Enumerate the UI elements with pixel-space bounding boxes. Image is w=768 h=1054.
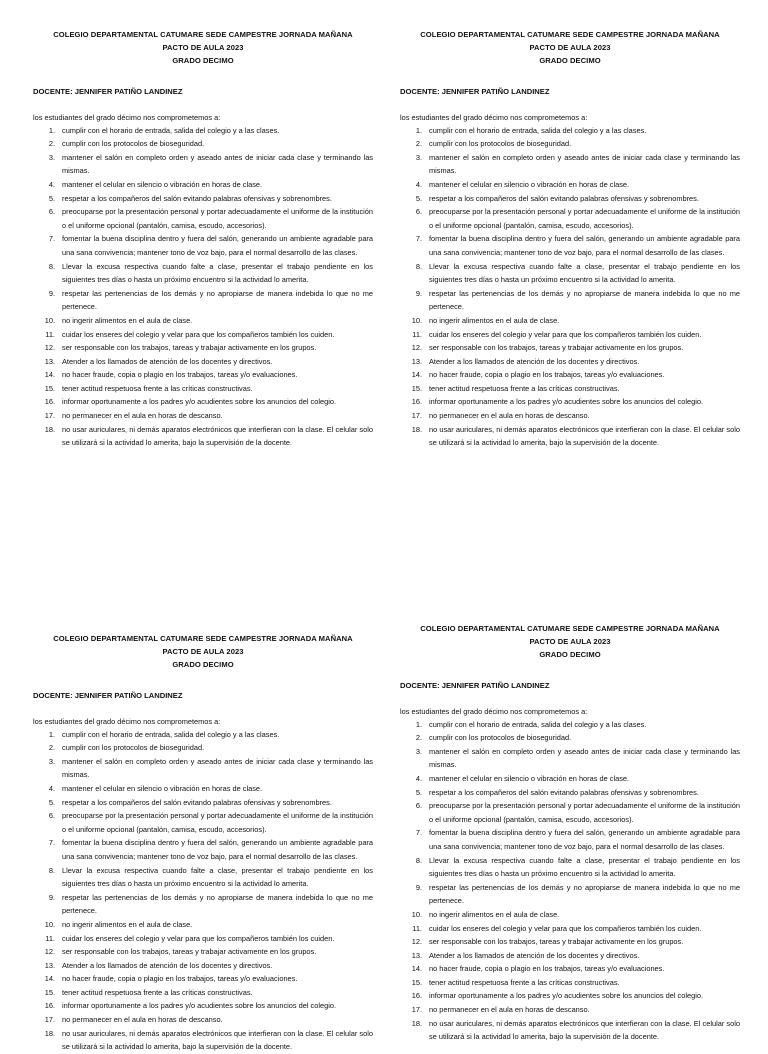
rule-item bbox=[33, 287, 373, 314]
pact-title: PACTO DE AULA 2023 bbox=[529, 637, 611, 647]
rule-number: 12. bbox=[411, 937, 422, 947]
rule-text: respetar a los compañeros del salón evitando palabras ofensivas y sobrenombres. bbox=[429, 193, 699, 203]
rule-number: 10. bbox=[411, 909, 422, 919]
rule-number: 13. bbox=[44, 356, 55, 366]
rule-number: 1. bbox=[48, 729, 55, 739]
rule-text: cuidar los enseres del colegio y velar para que los compañeros también los cuiden. bbox=[429, 923, 702, 933]
rule-number: 4. bbox=[48, 783, 55, 793]
rule-item bbox=[33, 382, 373, 396]
rule-item bbox=[400, 854, 740, 881]
rule-number: 13. bbox=[44, 960, 55, 970]
rule-item bbox=[33, 864, 373, 891]
rule-number: 4. bbox=[415, 179, 422, 189]
rule-item bbox=[400, 1003, 740, 1017]
rule-text: cumplir con el horario de entrada, salida del colegio y a las clases. bbox=[62, 729, 280, 739]
rule-item bbox=[400, 314, 740, 328]
rule-number: 4. bbox=[48, 179, 55, 189]
rule-item bbox=[400, 409, 740, 423]
rule-number: 10. bbox=[411, 315, 422, 325]
rule-item bbox=[33, 368, 373, 382]
rule-number: 16. bbox=[44, 397, 55, 407]
pact-copy-bottom-right bbox=[400, 622, 740, 1044]
rule-item bbox=[400, 137, 740, 151]
rule-number: 3. bbox=[48, 152, 55, 162]
rule-number: 5. bbox=[415, 787, 422, 797]
rule-item bbox=[400, 124, 740, 138]
rule-text: cuidar los enseres del colegio y velar para que los compañeros también los cuiden. bbox=[429, 329, 702, 339]
rule-text: preocuparse por la presentación personal y portar adecuadamente el uniforme de la institución o el uniforme opcional (pantalón, camisa, escudo, accesorios). bbox=[62, 207, 373, 230]
rule-text: cumplir con los protocolos de bioseguridad. bbox=[62, 743, 205, 753]
rule-item bbox=[400, 368, 740, 382]
rule-number: 12. bbox=[44, 947, 55, 957]
rule-item bbox=[33, 151, 373, 178]
intro-text: los estudiantes del grado décimo nos comprometemos a: bbox=[33, 716, 221, 726]
rule-number: 1. bbox=[48, 125, 55, 135]
rule-text: cumplir con los protocolos de bioseguridad. bbox=[429, 733, 572, 743]
rule-number: 10. bbox=[44, 315, 55, 325]
grade-label: GRADO DECIMO bbox=[172, 660, 234, 670]
rule-text: informar oportunamente a los padres y/o acudientes sobre los anuncios del colegio. bbox=[429, 397, 704, 407]
rule-number: 6. bbox=[48, 811, 55, 821]
rule-item bbox=[33, 328, 373, 342]
rule-number: 2. bbox=[415, 733, 422, 743]
rule-text: preocuparse por la presentación personal y portar adecuadamente el uniforme de la institución o el uniforme opcional (pantalón, camisa, escudo, accesorios). bbox=[429, 207, 740, 230]
rule-text: Atender a los llamados de atención de los docentes y directivos. bbox=[429, 356, 640, 366]
rule-item bbox=[33, 986, 373, 1000]
rule-item bbox=[400, 192, 740, 206]
rule-item bbox=[400, 772, 740, 786]
intro-text: los estudiantes del grado décimo nos comprometemos a: bbox=[400, 706, 588, 716]
pact-copy-top-right bbox=[400, 28, 740, 450]
rule-number: 3. bbox=[415, 746, 422, 756]
rule-number: 6. bbox=[415, 207, 422, 217]
rule-text: Llevar la excusa respectiva cuando falte a clase, presentar el trabajo pendiente en los siguientes tres días o hasta un próximo encuentro si la actividad lo amerita. bbox=[62, 261, 373, 285]
rule-text: no usar auriculares, ni demás aparatos electrónicos que interfieran con la clase. El celular solo se utilizará si la actividad lo amerita, bajo la supervisión de la docente. bbox=[62, 1028, 373, 1052]
rule-item bbox=[33, 796, 373, 810]
rule-text: Llevar la excusa respectiva cuando falte a clase, presentar el trabajo pendiente en los siguientes tres días o hasta un próximo encuentro si la actividad lo amerita. bbox=[429, 855, 740, 879]
rule-number: 7. bbox=[415, 828, 422, 838]
rule-item bbox=[33, 782, 373, 796]
rule-number: 2. bbox=[48, 743, 55, 753]
rule-number: 10. bbox=[44, 919, 55, 929]
rule-text: cumplir con el horario de entrada, salida del colegio y a las clases. bbox=[62, 125, 280, 135]
rule-number: 11. bbox=[45, 329, 55, 339]
rule-item bbox=[400, 908, 740, 922]
rule-text: no hacer fraude, copia o plagio en los trabajos, tareas y/o evaluaciones. bbox=[429, 964, 665, 974]
rule-text: ser responsable con los trabajos, tareas y trabajar activamente en los grupos. bbox=[429, 343, 684, 353]
rule-item bbox=[33, 124, 373, 138]
rule-item bbox=[33, 192, 373, 206]
rule-number: 16. bbox=[411, 397, 422, 407]
rule-item bbox=[400, 328, 740, 342]
rule-number: 13. bbox=[411, 950, 422, 960]
rule-number: 1. bbox=[415, 719, 422, 729]
rule-text: tener actitud respetuosa frente a las críticas constructivas. bbox=[429, 977, 620, 987]
rule-text: respetar a los compañeros del salón evitando palabras ofensivas y sobrenombres. bbox=[62, 797, 332, 807]
rule-number: 5. bbox=[48, 193, 55, 203]
grade-label: GRADO DECIMO bbox=[539, 56, 601, 66]
school-name: COLEGIO DEPARTAMENTAL CATUMARE SEDE CAMPESTRE JORNADA MAÑANA bbox=[420, 30, 720, 39]
rule-text: informar oportunamente a los padres y/o acudientes sobre los anuncios del colegio. bbox=[429, 991, 704, 1001]
rule-number: 12. bbox=[411, 343, 422, 353]
pact-title: PACTO DE AULA 2023 bbox=[529, 43, 611, 53]
rule-item bbox=[400, 881, 740, 908]
rule-item bbox=[33, 341, 373, 355]
rule-number: 8. bbox=[415, 855, 422, 865]
rule-item bbox=[400, 232, 740, 259]
rule-text: respetar las pertenencias de los demás y no apropiarse de manera indebida lo que no me pertenece. bbox=[62, 288, 373, 312]
rule-text: tener actitud respetuosa frente a las críticas constructivas. bbox=[62, 383, 253, 393]
rule-item bbox=[33, 232, 373, 259]
rule-text: fomentar la buena disciplina dentro y fuera del salón, generando un ambiente agradable para una sana convivencia; mantener tono de voz bajo, para el normal desarrollo de las clases. bbox=[429, 828, 740, 851]
rule-text: mantener el salón en completo orden y aseado antes de iniciar cada clase y terminando las mismas. bbox=[62, 152, 373, 176]
rule-text: respetar las pertenencias de los demás y no apropiarse de manera indebida lo que no me pertenece. bbox=[62, 892, 373, 916]
rule-text: respetar a los compañeros del salón evitando palabras ofensivas y sobrenombres. bbox=[429, 787, 699, 797]
rule-text: no permanecer en el aula en horas de descanso. bbox=[429, 1005, 590, 1015]
rule-number: 5. bbox=[415, 193, 422, 203]
rule-number: 16. bbox=[411, 991, 422, 1001]
rule-item bbox=[400, 826, 740, 853]
rule-text: ser responsable con los trabajos, tareas y trabajar activamente en los grupos. bbox=[62, 343, 317, 353]
rule-item bbox=[400, 718, 740, 732]
teacher-name: DOCENTE: JENNIFER PATIÑO LANDINEZ bbox=[400, 680, 550, 690]
rule-text: no hacer fraude, copia o plagio en los trabajos, tareas y/o evaluaciones. bbox=[62, 974, 298, 984]
rule-text: no permanecer en el aula en horas de descanso. bbox=[62, 1015, 223, 1025]
rule-item bbox=[33, 409, 373, 423]
rule-item bbox=[400, 799, 740, 826]
rule-item bbox=[400, 922, 740, 936]
rule-number: 15. bbox=[44, 987, 55, 997]
rule-text: respetar las pertenencias de los demás y no apropiarse de manera indebida lo que no me pertenece. bbox=[429, 288, 740, 312]
rule-item bbox=[33, 137, 373, 151]
intro-text: los estudiantes del grado décimo nos comprometemos a: bbox=[33, 112, 221, 122]
document-header bbox=[400, 28, 740, 68]
pact-title: PACTO DE AULA 2023 bbox=[162, 43, 244, 53]
rule-text: mantener el celular en silencio o vibración en horas de clase. bbox=[62, 783, 263, 793]
rule-text: no ingerir alimentos en el aula de clase. bbox=[429, 909, 560, 919]
rule-number: 7. bbox=[48, 234, 55, 244]
rule-text: respetar las pertenencias de los demás y no apropiarse de manera indebida lo que no me pertenece. bbox=[429, 882, 740, 906]
rule-item bbox=[400, 1017, 740, 1044]
rule-number: 11. bbox=[412, 923, 422, 933]
rule-text: tener actitud respetuosa frente a las críticas constructivas. bbox=[62, 987, 253, 997]
rule-text: mantener el celular en silencio o vibración en horas de clase. bbox=[429, 179, 630, 189]
rule-number: 15. bbox=[411, 383, 422, 393]
rule-item bbox=[33, 999, 373, 1013]
rule-item bbox=[400, 178, 740, 192]
rule-number: 15. bbox=[411, 977, 422, 987]
rule-number: 5. bbox=[48, 797, 55, 807]
rule-item bbox=[33, 395, 373, 409]
document-header bbox=[33, 632, 373, 672]
teacher-name: DOCENTE: JENNIFER PATIÑO LANDINEZ bbox=[33, 690, 183, 700]
rule-text: mantener el celular en silencio o vibración en horas de clase. bbox=[62, 179, 263, 189]
rule-item bbox=[33, 178, 373, 192]
rule-text: Atender a los llamados de atención de los docentes y directivos. bbox=[62, 960, 273, 970]
rule-item bbox=[33, 741, 373, 755]
rule-item bbox=[33, 836, 373, 863]
rule-number: 3. bbox=[415, 152, 422, 162]
rule-item bbox=[400, 745, 740, 772]
rule-number: 17. bbox=[44, 1015, 55, 1025]
rule-item bbox=[400, 731, 740, 745]
rule-item bbox=[33, 260, 373, 287]
rule-item bbox=[400, 786, 740, 800]
rule-text: Llevar la excusa respectiva cuando falte a clase, presentar el trabajo pendiente en los siguientes tres días o hasta un próximo encuentro si la actividad lo amerita. bbox=[429, 261, 740, 285]
rule-number: 8. bbox=[48, 865, 55, 875]
rule-text: no usar auriculares, ni demás aparatos electrónicos que interfieran con la clase. El celular solo se utilizará si la actividad lo amerita, bajo la supervisión de la docente. bbox=[429, 424, 740, 448]
rule-number: 4. bbox=[415, 773, 422, 783]
rule-item bbox=[33, 423, 373, 450]
rule-number: 2. bbox=[415, 139, 422, 149]
rule-text: mantener el salón en completo orden y aseado antes de iniciar cada clase y terminando las mismas. bbox=[62, 756, 373, 780]
rule-number: 8. bbox=[48, 261, 55, 271]
rule-number: 7. bbox=[415, 234, 422, 244]
rule-number: 7. bbox=[48, 838, 55, 848]
rule-item bbox=[33, 945, 373, 959]
rule-number: 6. bbox=[415, 801, 422, 811]
rule-text: no ingerir alimentos en el aula de clase. bbox=[62, 315, 193, 325]
rule-item bbox=[400, 287, 740, 314]
rule-item bbox=[33, 891, 373, 918]
rule-item bbox=[400, 341, 740, 355]
rule-item bbox=[33, 1027, 373, 1054]
rule-text: ser responsable con los trabajos, tareas y trabajar activamente en los grupos. bbox=[429, 937, 684, 947]
rule-number: 16. bbox=[44, 1001, 55, 1011]
rule-number: 15. bbox=[44, 383, 55, 393]
rule-number: 18. bbox=[44, 424, 55, 434]
rule-text: mantener el celular en silencio o vibración en horas de clase. bbox=[429, 773, 630, 783]
rule-item bbox=[33, 355, 373, 369]
rule-item bbox=[33, 205, 373, 232]
rule-text: preocuparse por la presentación personal y portar adecuadamente el uniforme de la institución o el uniforme opcional (pantalón, camisa, escudo, accesorios). bbox=[62, 811, 373, 834]
rule-text: no ingerir alimentos en el aula de clase. bbox=[429, 315, 560, 325]
rule-item bbox=[400, 355, 740, 369]
rule-text: Atender a los llamados de atención de los docentes y directivos. bbox=[62, 356, 273, 366]
rule-item bbox=[33, 755, 373, 782]
rule-number: 14. bbox=[411, 964, 422, 974]
rule-number: 1. bbox=[415, 125, 422, 135]
rule-item bbox=[33, 1013, 373, 1027]
rule-item bbox=[400, 395, 740, 409]
rules-list bbox=[33, 124, 373, 450]
rule-text: ser responsable con los trabajos, tareas y trabajar activamente en los grupos. bbox=[62, 947, 317, 957]
rule-text: no hacer fraude, copia o plagio en los trabajos, tareas y/o evaluaciones. bbox=[429, 370, 665, 380]
rule-number: 11. bbox=[45, 933, 55, 943]
rule-item bbox=[400, 949, 740, 963]
rule-text: no usar auriculares, ni demás aparatos electrónicos que interfieran con la clase. El celular solo se utilizará si la actividad lo amerita, bajo la supervisión de la docente. bbox=[62, 424, 373, 448]
rule-number: 11. bbox=[412, 329, 422, 339]
rule-text: cuidar los enseres del colegio y velar para que los compañeros también los cuiden. bbox=[62, 933, 335, 943]
rule-number: 14. bbox=[44, 370, 55, 380]
rule-text: tener actitud respetuosa frente a las críticas constructivas. bbox=[429, 383, 620, 393]
rule-text: no permanecer en el aula en horas de descanso. bbox=[429, 411, 590, 421]
rule-number: 9. bbox=[48, 892, 55, 902]
rule-number: 18. bbox=[411, 1018, 422, 1028]
rule-number: 14. bbox=[411, 370, 422, 380]
rules-list bbox=[400, 124, 740, 450]
rule-item bbox=[33, 932, 373, 946]
rule-item bbox=[33, 314, 373, 328]
rule-text: no ingerir alimentos en el aula de clase. bbox=[62, 919, 193, 929]
rule-text: mantener el salón en completo orden y aseado antes de iniciar cada clase y terminando las mismas. bbox=[429, 746, 740, 770]
teacher-name: DOCENTE: JENNIFER PATIÑO LANDINEZ bbox=[400, 86, 550, 96]
rule-text: preocuparse por la presentación personal y portar adecuadamente el uniforme de la institución o el uniforme opcional (pantalón, camisa, escudo, accesorios). bbox=[429, 801, 740, 824]
grade-label: GRADO DECIMO bbox=[172, 56, 234, 66]
rule-text: fomentar la buena disciplina dentro y fuera del salón, generando un ambiente agradable para una sana convivencia; mantener tono de voz bajo, para el normal desarrollo de las clases. bbox=[62, 234, 373, 257]
rule-text: informar oportunamente a los padres y/o acudientes sobre los anuncios del colegio. bbox=[62, 397, 337, 407]
rule-item bbox=[33, 728, 373, 742]
rule-number: 14. bbox=[44, 974, 55, 984]
rules-list bbox=[400, 718, 740, 1044]
rule-item bbox=[400, 260, 740, 287]
rule-item bbox=[400, 423, 740, 450]
school-name: COLEGIO DEPARTAMENTAL CATUMARE SEDE CAMPESTRE JORNADA MAÑANA bbox=[53, 30, 353, 39]
rule-text: no hacer fraude, copia o plagio en los trabajos, tareas y/o evaluaciones. bbox=[62, 370, 298, 380]
pact-copy-bottom-left bbox=[33, 632, 373, 1054]
rule-number: 3. bbox=[48, 756, 55, 766]
school-name: COLEGIO DEPARTAMENTAL CATUMARE SEDE CAMPESTRE JORNADA MAÑANA bbox=[420, 624, 720, 633]
rule-text: no usar auriculares, ni demás aparatos electrónicos que interfieran con la clase. El celular solo se utilizará si la actividad lo amerita, bajo la supervisión de la docente. bbox=[429, 1018, 740, 1042]
rule-text: informar oportunamente a los padres y/o acudientes sobre los anuncios del colegio. bbox=[62, 1001, 337, 1011]
rule-item bbox=[33, 972, 373, 986]
rule-number: 13. bbox=[411, 356, 422, 366]
rule-number: 18. bbox=[44, 1028, 55, 1038]
rule-item bbox=[400, 989, 740, 1003]
rule-number: 2. bbox=[48, 139, 55, 149]
rules-list bbox=[33, 728, 373, 1054]
rule-number: 9. bbox=[415, 288, 422, 298]
rule-number: 12. bbox=[44, 343, 55, 353]
rule-text: fomentar la buena disciplina dentro y fuera del salón, generando un ambiente agradable para una sana convivencia; mantener tono de voz bajo, para el normal desarrollo de las clases. bbox=[429, 234, 740, 257]
rule-text: cumplir con los protocolos de bioseguridad. bbox=[429, 139, 572, 149]
rule-number: 17. bbox=[411, 411, 422, 421]
rule-item bbox=[400, 962, 740, 976]
rule-text: cumplir con los protocolos de bioseguridad. bbox=[62, 139, 205, 149]
pact-copy-top-left bbox=[33, 28, 373, 450]
rule-text: mantener el salón en completo orden y aseado antes de iniciar cada clase y terminando las mismas. bbox=[429, 152, 740, 176]
intro-text: los estudiantes del grado décimo nos comprometemos a: bbox=[400, 112, 588, 122]
rule-number: 17. bbox=[411, 1005, 422, 1015]
rule-number: 6. bbox=[48, 207, 55, 217]
document-header bbox=[33, 28, 373, 68]
rule-text: Atender a los llamados de atención de los docentes y directivos. bbox=[429, 950, 640, 960]
pact-title: PACTO DE AULA 2023 bbox=[162, 647, 244, 657]
rule-text: respetar a los compañeros del salón evitando palabras ofensivas y sobrenombres. bbox=[62, 193, 332, 203]
rule-number: 8. bbox=[415, 261, 422, 271]
rule-text: fomentar la buena disciplina dentro y fuera del salón, generando un ambiente agradable para una sana convivencia; mantener tono de voz bajo, para el normal desarrollo de las clases. bbox=[62, 838, 373, 861]
rule-text: no permanecer en el aula en horas de descanso. bbox=[62, 411, 223, 421]
document-header bbox=[400, 622, 740, 662]
school-name: COLEGIO DEPARTAMENTAL CATUMARE SEDE CAMPESTRE JORNADA MAÑANA bbox=[53, 634, 353, 643]
grade-label: GRADO DECIMO bbox=[539, 650, 601, 660]
rule-item bbox=[400, 935, 740, 949]
rule-number: 9. bbox=[415, 882, 422, 892]
rule-number: 9. bbox=[48, 288, 55, 298]
rule-text: cuidar los enseres del colegio y velar para que los compañeros también los cuiden. bbox=[62, 329, 335, 339]
rule-item bbox=[400, 382, 740, 396]
rule-item bbox=[33, 809, 373, 836]
rule-text: cumplir con el horario de entrada, salida del colegio y a las clases. bbox=[429, 719, 647, 729]
rule-number: 18. bbox=[411, 424, 422, 434]
teacher-name: DOCENTE: JENNIFER PATIÑO LANDINEZ bbox=[33, 86, 183, 96]
rule-item bbox=[400, 151, 740, 178]
rule-number: 17. bbox=[44, 411, 55, 421]
rule-item bbox=[400, 976, 740, 990]
rule-text: cumplir con el horario de entrada, salida del colegio y a las clases. bbox=[429, 125, 647, 135]
rule-item bbox=[33, 918, 373, 932]
rule-text: Llevar la excusa respectiva cuando falte a clase, presentar el trabajo pendiente en los siguientes tres días o hasta un próximo encuentro si la actividad lo amerita. bbox=[62, 865, 373, 889]
rule-item bbox=[33, 959, 373, 973]
rule-item bbox=[400, 205, 740, 232]
